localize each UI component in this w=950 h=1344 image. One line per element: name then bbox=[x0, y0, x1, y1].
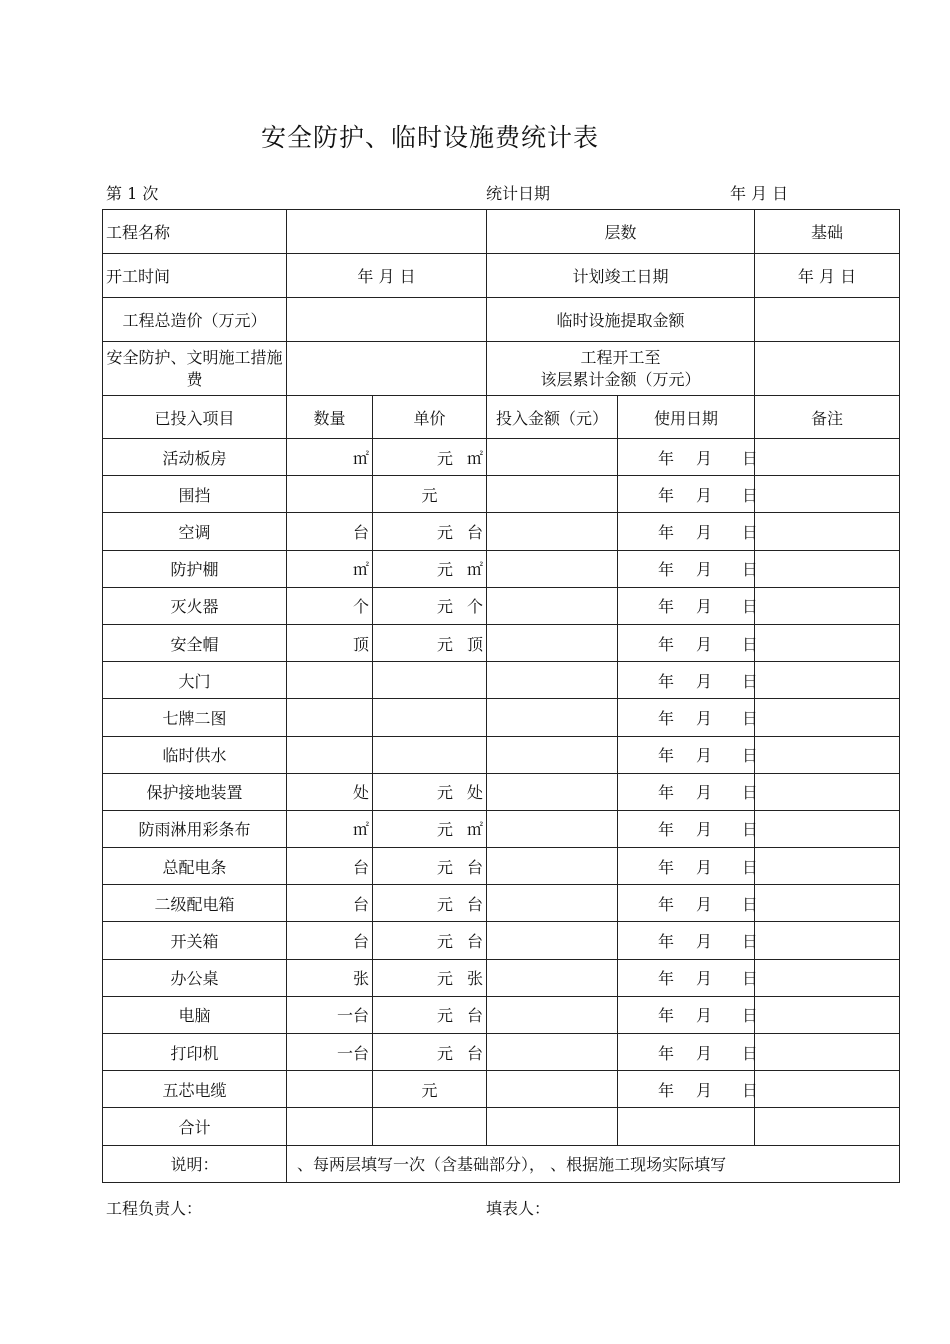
date-year: 年 bbox=[658, 1006, 675, 1026]
floors-label: 层数 bbox=[487, 210, 755, 254]
note-row bbox=[103, 1145, 900, 1182]
col-header-use-date: 使用日期 bbox=[618, 396, 755, 439]
quantity-cell[interactable]: ㎡ bbox=[287, 550, 373, 587]
cumulative-label-line2: 该层累计金额（万元） bbox=[540, 369, 701, 389]
date-month: 月 bbox=[696, 1043, 713, 1063]
use-date-cell[interactable] bbox=[618, 885, 759, 922]
amount-cell[interactable] bbox=[487, 922, 618, 959]
date-month: 月 bbox=[696, 485, 713, 505]
date-day: 日 bbox=[742, 1006, 759, 1026]
temp-facility-value[interactable] bbox=[755, 298, 900, 342]
date-day: 日 bbox=[742, 857, 759, 877]
total-row bbox=[103, 1108, 900, 1145]
quantity-cell[interactable] bbox=[287, 736, 373, 773]
date-year: 年 bbox=[658, 820, 675, 840]
date-year: 年 bbox=[658, 1043, 675, 1063]
date-month: 月 bbox=[696, 746, 713, 766]
table-row bbox=[103, 513, 900, 550]
total-cell[interactable] bbox=[487, 1108, 618, 1145]
price-unit: 台 bbox=[466, 522, 483, 542]
item-name: 七牌二图 bbox=[103, 699, 287, 736]
date-day: 日 bbox=[742, 932, 759, 952]
date-day: 日 bbox=[742, 1043, 759, 1063]
total-cell[interactable] bbox=[373, 1108, 487, 1145]
date-year: 年 bbox=[658, 746, 675, 766]
start-date-blank[interactable]: 年 月 日 bbox=[287, 254, 487, 298]
remarks-cell[interactable] bbox=[755, 810, 900, 847]
date-day: 日 bbox=[742, 560, 759, 580]
table-row bbox=[103, 885, 900, 922]
price-yuan: 元 bbox=[436, 597, 453, 617]
cumulative-label-line1: 工程开工至 bbox=[580, 347, 661, 367]
use-date-cell[interactable] bbox=[618, 476, 759, 513]
note-label: 说明： bbox=[103, 1145, 287, 1182]
amount-cell[interactable] bbox=[487, 439, 618, 476]
use-date-cell[interactable] bbox=[618, 736, 759, 773]
table-row bbox=[103, 773, 900, 810]
quantity-cell[interactable]: 处 bbox=[287, 773, 373, 810]
price-unit: 张 bbox=[466, 969, 483, 989]
price-unit: 顶 bbox=[466, 634, 483, 654]
remarks-cell[interactable] bbox=[755, 1034, 900, 1071]
remarks-cell[interactable] bbox=[755, 885, 900, 922]
quantity-cell[interactable]: 台 bbox=[287, 922, 373, 959]
date-day: 日 bbox=[742, 820, 759, 840]
date-month: 月 bbox=[696, 820, 713, 840]
date-day: 日 bbox=[742, 894, 759, 914]
date-month: 月 bbox=[696, 1080, 713, 1100]
amount-cell[interactable] bbox=[487, 699, 618, 736]
item-name: 五芯电缆 bbox=[103, 1071, 287, 1108]
remarks-cell[interactable] bbox=[755, 550, 900, 587]
remarks-cell[interactable] bbox=[755, 699, 900, 736]
stat-date-label: 统计日期 bbox=[486, 184, 551, 203]
remarks-cell[interactable] bbox=[755, 1071, 900, 1108]
project-name-label: 工程名称 bbox=[103, 210, 287, 254]
remarks-cell[interactable] bbox=[755, 922, 900, 959]
amount-cell[interactable] bbox=[487, 476, 618, 513]
quantity-cell[interactable]: ㎡ bbox=[287, 439, 373, 476]
sequence-label: 第 1 次 bbox=[106, 184, 159, 203]
date-year: 年 bbox=[658, 634, 675, 654]
date-day: 日 bbox=[742, 634, 759, 654]
price-yuan: 元 bbox=[436, 820, 453, 840]
table-row bbox=[103, 848, 900, 885]
unit-price-cell[interactable] bbox=[373, 773, 487, 810]
remarks-cell[interactable] bbox=[755, 773, 900, 810]
col-header-amount: 投入金额（元） bbox=[487, 396, 618, 439]
remarks-cell[interactable] bbox=[755, 959, 900, 996]
table-row bbox=[103, 922, 900, 959]
cumulative-label bbox=[487, 342, 755, 396]
use-date-cell[interactable] bbox=[618, 624, 759, 661]
table-row bbox=[103, 476, 900, 513]
table-row bbox=[103, 439, 900, 476]
remarks-cell[interactable] bbox=[755, 848, 900, 885]
use-date-cell[interactable] bbox=[618, 699, 759, 736]
use-date-cell[interactable] bbox=[618, 662, 759, 699]
remarks-cell[interactable] bbox=[755, 513, 900, 550]
table-row bbox=[103, 1071, 900, 1108]
price-yuan: 元 bbox=[436, 894, 453, 914]
completion-date-blank[interactable]: 年 月 日 bbox=[755, 254, 900, 298]
remarks-cell[interactable] bbox=[755, 624, 900, 661]
amount-cell[interactable] bbox=[487, 662, 618, 699]
unit-price-cell[interactable] bbox=[373, 922, 487, 959]
table-row bbox=[103, 1034, 900, 1071]
date-year: 年 bbox=[658, 1080, 675, 1100]
item-name: 保护接地装置 bbox=[103, 773, 287, 810]
quantity-cell[interactable]: ㎡ bbox=[287, 810, 373, 847]
item-name: 二级配电箱 bbox=[103, 885, 287, 922]
date-year: 年 bbox=[658, 783, 675, 803]
table-row bbox=[103, 959, 900, 996]
remarks-cell[interactable] bbox=[755, 587, 900, 624]
use-date-cell[interactable] bbox=[618, 959, 759, 996]
remarks-cell[interactable] bbox=[755, 662, 900, 699]
unit-price-cell[interactable] bbox=[373, 624, 487, 661]
use-date-cell[interactable] bbox=[618, 810, 759, 847]
date-year: 年 bbox=[658, 894, 675, 914]
unit-price-cell[interactable] bbox=[373, 550, 487, 587]
responsible-label: 工程负责人： bbox=[106, 1199, 203, 1218]
unit-price-cell[interactable] bbox=[373, 736, 487, 773]
unit-price-cell[interactable] bbox=[373, 959, 487, 996]
unit-price-cell[interactable] bbox=[373, 476, 487, 513]
date-day: 日 bbox=[742, 746, 759, 766]
item-name: 打印机 bbox=[103, 1034, 287, 1071]
item-name: 防护棚 bbox=[103, 550, 287, 587]
amount-cell[interactable] bbox=[487, 848, 618, 885]
table-row bbox=[103, 736, 900, 773]
amount-cell[interactable] bbox=[487, 513, 618, 550]
date-year: 年 bbox=[658, 597, 675, 617]
item-name: 防雨淋用彩条布 bbox=[103, 810, 287, 847]
safety-fee-value[interactable] bbox=[287, 342, 487, 396]
remarks-cell[interactable] bbox=[755, 736, 900, 773]
date-year: 年 bbox=[658, 448, 675, 468]
date-month: 月 bbox=[696, 448, 713, 468]
date-month: 月 bbox=[696, 932, 713, 952]
amount-cell[interactable] bbox=[487, 587, 618, 624]
amount-cell[interactable] bbox=[487, 959, 618, 996]
table-row bbox=[103, 699, 900, 736]
price-unit: 台 bbox=[466, 1006, 483, 1026]
date-year: 年 bbox=[658, 671, 675, 691]
date-month: 月 bbox=[696, 708, 713, 728]
amount-cell[interactable] bbox=[487, 885, 618, 922]
quantity-cell[interactable] bbox=[287, 1071, 373, 1108]
use-date-cell[interactable] bbox=[618, 922, 759, 959]
amount-cell[interactable] bbox=[487, 550, 618, 587]
item-name: 临时供水 bbox=[103, 736, 287, 773]
price-unit: 台 bbox=[466, 932, 483, 952]
table-row bbox=[103, 587, 900, 624]
quantity-cell[interactable]: 台 bbox=[287, 848, 373, 885]
quantity-cell[interactable]: 台 bbox=[287, 885, 373, 922]
total-cost-label: 工程总造价（万元） bbox=[103, 298, 287, 342]
quantity-cell[interactable]: 一台 bbox=[287, 1034, 373, 1071]
date-month: 月 bbox=[696, 969, 713, 989]
price-yuan: 元 bbox=[436, 783, 453, 803]
date-month: 月 bbox=[696, 783, 713, 803]
col-header-item: 已投入项目 bbox=[103, 396, 287, 439]
amount-cell[interactable] bbox=[487, 810, 618, 847]
price-yuan: 元 bbox=[436, 522, 453, 542]
amount-cell[interactable] bbox=[487, 996, 618, 1033]
table-row bbox=[103, 550, 900, 587]
item-name: 安全帽 bbox=[103, 624, 287, 661]
use-date-cell[interactable] bbox=[618, 848, 759, 885]
temp-facility-label: 临时设施提取金额 bbox=[487, 298, 755, 342]
planned-completion-label: 计划竣工日期 bbox=[487, 254, 755, 298]
table-row bbox=[103, 810, 900, 847]
date-day: 日 bbox=[742, 522, 759, 542]
date-day: 日 bbox=[742, 1080, 759, 1100]
note-text: 、每两层填写一次（含基础部分）， 、根据施工现场实际填写 bbox=[287, 1145, 900, 1182]
price-unit: ㎡ bbox=[466, 820, 483, 840]
use-date-cell[interactable] bbox=[618, 513, 759, 550]
project-name-value[interactable] bbox=[287, 210, 487, 254]
date-day: 日 bbox=[742, 485, 759, 505]
item-name: 活动板房 bbox=[103, 439, 287, 476]
unit-price-cell[interactable] bbox=[373, 885, 487, 922]
amount-cell[interactable] bbox=[487, 1071, 618, 1108]
info-row-safety bbox=[103, 342, 900, 396]
item-name: 大门 bbox=[103, 662, 287, 699]
date-year: 年 bbox=[658, 560, 675, 580]
item-name: 围挡 bbox=[103, 476, 287, 513]
quantity-cell[interactable]: 台 bbox=[287, 513, 373, 550]
quantity-cell[interactable]: 顶 bbox=[287, 624, 373, 661]
remarks-cell[interactable] bbox=[755, 439, 900, 476]
quantity-cell[interactable]: 个 bbox=[287, 587, 373, 624]
total-cost-value[interactable] bbox=[287, 298, 487, 342]
price-unit: 个 bbox=[466, 597, 483, 617]
amount-cell[interactable] bbox=[487, 624, 618, 661]
start-time-label: 开工时间 bbox=[103, 254, 287, 298]
price-unit: 台 bbox=[466, 857, 483, 877]
use-date-cell[interactable] bbox=[618, 773, 759, 810]
col-header-remarks: 备注 bbox=[755, 396, 900, 439]
quantity-cell[interactable]: 一台 bbox=[287, 996, 373, 1033]
date-year: 年 bbox=[658, 708, 675, 728]
price-unit: 台 bbox=[466, 1043, 483, 1063]
date-month: 月 bbox=[696, 1006, 713, 1026]
info-row-project bbox=[103, 210, 900, 254]
use-date-cell[interactable] bbox=[618, 550, 759, 587]
unit-price-cell[interactable] bbox=[373, 996, 487, 1033]
date-month: 月 bbox=[696, 522, 713, 542]
total-label: 合计 bbox=[103, 1108, 287, 1145]
price-yuan: 元 bbox=[436, 1006, 453, 1026]
item-name: 空调 bbox=[103, 513, 287, 550]
use-date-cell[interactable] bbox=[618, 996, 759, 1033]
price-yuan: 元 bbox=[436, 1043, 453, 1063]
date-year: 年 bbox=[658, 522, 675, 542]
table-row bbox=[103, 996, 900, 1033]
remarks-cell[interactable] bbox=[755, 996, 900, 1033]
price-yuan: 元 bbox=[436, 857, 453, 877]
unit-price-cell[interactable] bbox=[373, 587, 487, 624]
date-day: 日 bbox=[742, 969, 759, 989]
item-name: 电脑 bbox=[103, 996, 287, 1033]
table-row bbox=[103, 624, 900, 661]
page-title: 安全防护、临时设施费统计表 bbox=[260, 123, 599, 152]
cumulative-value[interactable] bbox=[755, 342, 900, 396]
date-day: 日 bbox=[742, 708, 759, 728]
price-unit: ㎡ bbox=[466, 560, 483, 580]
column-header-row bbox=[103, 396, 900, 439]
quantity-cell[interactable]: 张 bbox=[287, 959, 373, 996]
price-yuan: 元 bbox=[421, 1080, 438, 1100]
amount-cell[interactable] bbox=[487, 773, 618, 810]
date-month: 月 bbox=[696, 597, 713, 617]
foundation-label: 基础 bbox=[755, 210, 900, 254]
unit-price-cell[interactable] bbox=[373, 699, 487, 736]
quantity-cell[interactable] bbox=[287, 662, 373, 699]
price-unit: ㎡ bbox=[466, 448, 483, 468]
unit-price-cell[interactable] bbox=[373, 848, 487, 885]
statistics-table bbox=[102, 209, 900, 1183]
use-date-cell[interactable] bbox=[618, 439, 759, 476]
price-yuan: 元 bbox=[436, 969, 453, 989]
unit-price-cell[interactable] bbox=[373, 513, 487, 550]
date-month: 月 bbox=[696, 634, 713, 654]
date-year: 年 bbox=[658, 857, 675, 877]
price-yuan: 元 bbox=[436, 560, 453, 580]
price-yuan: 元 bbox=[436, 634, 453, 654]
amount-cell[interactable] bbox=[487, 736, 618, 773]
total-cell[interactable] bbox=[287, 1108, 373, 1145]
unit-price-cell[interactable] bbox=[373, 662, 487, 699]
item-name: 办公桌 bbox=[103, 959, 287, 996]
col-header-quantity: 数量 bbox=[287, 396, 373, 439]
amount-cell[interactable] bbox=[487, 1034, 618, 1071]
price-yuan: 元 bbox=[436, 448, 453, 468]
info-row-dates bbox=[103, 254, 900, 298]
use-date-cell[interactable] bbox=[618, 1034, 759, 1071]
unit-price-cell[interactable] bbox=[373, 439, 487, 476]
date-day: 日 bbox=[742, 671, 759, 691]
date-day: 日 bbox=[742, 448, 759, 468]
price-yuan: 元 bbox=[436, 932, 453, 952]
use-date-cell[interactable] bbox=[618, 587, 759, 624]
item-name: 开关箱 bbox=[103, 922, 287, 959]
date-month: 月 bbox=[696, 894, 713, 914]
table-row bbox=[103, 662, 900, 699]
unit-price-cell[interactable] bbox=[373, 1034, 487, 1071]
quantity-cell[interactable] bbox=[287, 476, 373, 513]
stat-date-blank: 年 月 日 bbox=[730, 184, 789, 203]
price-unit: 处 bbox=[466, 783, 483, 803]
use-date-cell[interactable] bbox=[618, 1071, 759, 1108]
total-cell[interactable] bbox=[618, 1108, 755, 1145]
date-year: 年 bbox=[658, 485, 675, 505]
unit-price-cell[interactable] bbox=[373, 810, 487, 847]
date-year: 年 bbox=[658, 932, 675, 952]
item-name: 灭火器 bbox=[103, 587, 287, 624]
quantity-cell[interactable] bbox=[287, 699, 373, 736]
preparer-label: 填表人： bbox=[486, 1199, 551, 1218]
item-name: 总配电条 bbox=[103, 848, 287, 885]
safety-fee-label: 安全防护、文明施工措施费 bbox=[103, 342, 287, 396]
price-yuan: 元 bbox=[421, 485, 438, 505]
price-unit: 台 bbox=[466, 894, 483, 914]
date-day: 日 bbox=[742, 783, 759, 803]
total-cell[interactable] bbox=[755, 1108, 900, 1145]
unit-price-cell[interactable] bbox=[373, 1071, 487, 1108]
remarks-cell[interactable] bbox=[755, 476, 900, 513]
col-header-unit-price: 单价 bbox=[373, 396, 487, 439]
date-month: 月 bbox=[696, 560, 713, 580]
date-month: 月 bbox=[696, 671, 713, 691]
info-row-cost bbox=[103, 298, 900, 342]
date-month: 月 bbox=[696, 857, 713, 877]
date-year: 年 bbox=[658, 969, 675, 989]
date-day: 日 bbox=[742, 597, 759, 617]
